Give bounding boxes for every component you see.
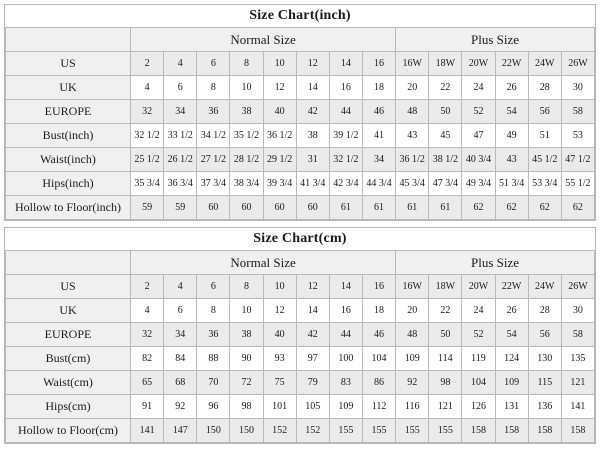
- size-chart-cm: [4, 227, 596, 444]
- table-cell: 109: [495, 371, 528, 395]
- table-cell: 20W: [462, 275, 495, 299]
- table-cell: 22W: [495, 275, 528, 299]
- table-cell: 24: [462, 299, 495, 323]
- table-cell: 42: [296, 323, 329, 347]
- table-cell: 52: [462, 323, 495, 347]
- table-cell: 98: [429, 371, 462, 395]
- row-label: Hips(cm): [6, 395, 131, 419]
- table-cell: 155: [396, 419, 429, 443]
- table-cell: 72: [230, 371, 263, 395]
- table-cell: 158: [561, 419, 594, 443]
- table-cell: 40: [263, 323, 296, 347]
- chart-title-inch: Size Chart(inch): [5, 5, 595, 27]
- table-cell: 38: [230, 323, 263, 347]
- table-cell: 109: [329, 395, 362, 419]
- table-cell: 32: [131, 100, 164, 124]
- table-cell: 60: [230, 196, 263, 220]
- table-cell: 60: [263, 196, 296, 220]
- table-cell: 26W: [561, 52, 594, 76]
- row-label: Waist(inch): [6, 148, 131, 172]
- table-cell: 97: [296, 347, 329, 371]
- row-label: Hollow to Floor(cm): [6, 419, 131, 443]
- row-label: EUROPE: [6, 100, 131, 124]
- table-cell: 35 3/4: [131, 172, 164, 196]
- table-cell: 18W: [429, 52, 462, 76]
- table-cell: 12: [263, 299, 296, 323]
- table-row: [6, 323, 595, 347]
- table-cell: 55 1/2: [561, 172, 594, 196]
- table-cell: 42 3/4: [329, 172, 362, 196]
- table-cell: 38 1/2: [429, 148, 462, 172]
- table-cell: 96: [197, 395, 230, 419]
- table-row: [6, 148, 595, 172]
- table-cell: 83: [329, 371, 362, 395]
- table-cell: 32 1/2: [131, 124, 164, 148]
- table-cell: 4: [131, 299, 164, 323]
- table-cell: 28: [528, 299, 561, 323]
- table-cell: 16: [329, 76, 362, 100]
- table-row: [6, 124, 595, 148]
- table-cell: 12: [296, 275, 329, 299]
- table-cell: 60: [197, 196, 230, 220]
- table-cell: 75: [263, 371, 296, 395]
- table-cell: 51: [528, 124, 561, 148]
- row-label: US: [6, 275, 131, 299]
- table-cell: 31: [296, 148, 329, 172]
- table-cell: 43: [396, 124, 429, 148]
- table-cell: 10: [230, 76, 263, 100]
- table-cell: 18: [362, 299, 395, 323]
- table-cell: 59: [131, 196, 164, 220]
- table-cell: 24W: [528, 275, 561, 299]
- group-header-row: [6, 251, 595, 275]
- table-cell: 30: [561, 299, 594, 323]
- table-cell: 45 3/4: [396, 172, 429, 196]
- size-table-inch: [5, 27, 595, 220]
- table-cell: 14: [296, 299, 329, 323]
- table-cell: 61: [362, 196, 395, 220]
- table-cell: 136: [528, 395, 561, 419]
- table-cell: 44: [329, 323, 362, 347]
- table-cell: 18W: [429, 275, 462, 299]
- table-cell: 18: [362, 76, 395, 100]
- table-cell: 62: [495, 196, 528, 220]
- table-cell: 104: [362, 347, 395, 371]
- table-cell: 62: [462, 196, 495, 220]
- size-table-cm: [5, 250, 595, 443]
- table-cell: 58: [561, 323, 594, 347]
- table-cell: 4: [164, 52, 197, 76]
- table-cell: 61: [429, 196, 462, 220]
- table-cell: 54: [495, 323, 528, 347]
- table-cell: 39 1/2: [329, 124, 362, 148]
- table-cell: 58: [561, 100, 594, 124]
- table-cell: 24W: [528, 52, 561, 76]
- table-cell: 50: [429, 100, 462, 124]
- table-cell: 105: [296, 395, 329, 419]
- table-cell: 42: [296, 100, 329, 124]
- table-cell: 30: [561, 76, 594, 100]
- table-cell: 70: [197, 371, 230, 395]
- table-cell: 91: [131, 395, 164, 419]
- table-cell: 59: [164, 196, 197, 220]
- table-cell: 50: [429, 323, 462, 347]
- table-cell: 25 1/2: [131, 148, 164, 172]
- table-cell: 20W: [462, 52, 495, 76]
- table-row: [6, 100, 595, 124]
- table-cell: 147: [164, 419, 197, 443]
- table-corner-cell: [6, 251, 131, 275]
- group-header-plus-size: Plus Size: [396, 251, 595, 275]
- table-row: [6, 275, 595, 299]
- table-cell: 130: [528, 347, 561, 371]
- table-cell: 8: [230, 275, 263, 299]
- table-row: [6, 419, 595, 443]
- table-cell: 8: [197, 299, 230, 323]
- table-cell: 155: [362, 419, 395, 443]
- table-cell: 98: [230, 395, 263, 419]
- table-cell: 34: [164, 100, 197, 124]
- table-cell: 47: [462, 124, 495, 148]
- table-cell: 158: [462, 419, 495, 443]
- table-cell: 20: [396, 299, 429, 323]
- table-cell: 16: [362, 275, 395, 299]
- table-cell: 152: [296, 419, 329, 443]
- size-table-cm-body: [6, 251, 595, 443]
- table-cell: 152: [263, 419, 296, 443]
- table-cell: 114: [429, 347, 462, 371]
- table-cell: 6: [197, 52, 230, 76]
- table-cell: 27 1/2: [197, 148, 230, 172]
- table-cell: 26: [495, 299, 528, 323]
- table-cell: 54: [495, 100, 528, 124]
- table-cell: 6: [197, 275, 230, 299]
- table-cell: 92: [396, 371, 429, 395]
- table-cell: 4: [164, 275, 197, 299]
- table-cell: 45 1/2: [528, 148, 561, 172]
- table-cell: 8: [230, 52, 263, 76]
- table-cell: 38 3/4: [230, 172, 263, 196]
- table-cell: 41: [362, 124, 395, 148]
- table-cell: 79: [296, 371, 329, 395]
- table-cell: 10: [263, 52, 296, 76]
- table-cell: 62: [528, 196, 561, 220]
- table-row: [6, 172, 595, 196]
- size-chart-inch: [4, 4, 596, 221]
- table-cell: 131: [495, 395, 528, 419]
- table-cell: 49: [495, 124, 528, 148]
- table-cell: 93: [263, 347, 296, 371]
- table-cell: 41 3/4: [296, 172, 329, 196]
- table-cell: 48: [396, 100, 429, 124]
- table-cell: 35 1/2: [230, 124, 263, 148]
- table-cell: 46: [362, 323, 395, 347]
- chart-title-cm: Size Chart(cm): [5, 228, 595, 250]
- table-cell: 33 1/2: [164, 124, 197, 148]
- row-label: Bust(inch): [6, 124, 131, 148]
- row-label: US: [6, 52, 131, 76]
- table-cell: 26: [495, 76, 528, 100]
- table-cell: 36 1/2: [263, 124, 296, 148]
- table-cell: 38: [230, 100, 263, 124]
- table-cell: 61: [396, 196, 429, 220]
- table-cell: 38: [296, 124, 329, 148]
- table-cell: 16W: [396, 52, 429, 76]
- table-cell: 141: [561, 395, 594, 419]
- table-cell: 155: [429, 419, 462, 443]
- table-cell: 16W: [396, 275, 429, 299]
- table-row: [6, 371, 595, 395]
- table-cell: 34 1/2: [197, 124, 230, 148]
- row-label: EUROPE: [6, 323, 131, 347]
- table-cell: 62: [561, 196, 594, 220]
- table-cell: 84: [164, 347, 197, 371]
- table-row: [6, 52, 595, 76]
- table-cell: 126: [462, 395, 495, 419]
- table-cell: 34: [362, 148, 395, 172]
- table-cell: 155: [329, 419, 362, 443]
- row-label: Bust(cm): [6, 347, 131, 371]
- table-cell: 53: [561, 124, 594, 148]
- table-cell: 150: [197, 419, 230, 443]
- size-table-inch-body: [6, 28, 595, 220]
- table-cell: 10: [263, 275, 296, 299]
- table-cell: 10: [230, 299, 263, 323]
- table-cell: 39 3/4: [263, 172, 296, 196]
- table-cell: 26 1/2: [164, 148, 197, 172]
- table-cell: 28: [528, 76, 561, 100]
- table-cell: 45: [429, 124, 462, 148]
- table-cell: 90: [230, 347, 263, 371]
- table-cell: 37 3/4: [197, 172, 230, 196]
- table-cell: 115: [528, 371, 561, 395]
- table-cell: 158: [495, 419, 528, 443]
- row-label: Hollow to Floor(inch): [6, 196, 131, 220]
- table-cell: 44 3/4: [362, 172, 395, 196]
- table-cell: 119: [462, 347, 495, 371]
- table-cell: 40 3/4: [462, 148, 495, 172]
- table-cell: 124: [495, 347, 528, 371]
- table-cell: 100: [329, 347, 362, 371]
- table-row: [6, 76, 595, 100]
- table-cell: 47 1/2: [561, 148, 594, 172]
- table-cell: 36: [197, 323, 230, 347]
- table-cell: 135: [561, 347, 594, 371]
- table-cell: 48: [396, 323, 429, 347]
- table-cell: 52: [462, 100, 495, 124]
- table-cell: 116: [396, 395, 429, 419]
- table-cell: 36: [197, 100, 230, 124]
- table-row: [6, 347, 595, 371]
- table-cell: 2: [131, 52, 164, 76]
- table-cell: 56: [528, 100, 561, 124]
- table-cell: 24: [462, 76, 495, 100]
- table-cell: 68: [164, 371, 197, 395]
- group-header-plus-size: Plus Size: [396, 28, 595, 52]
- row-label: Hips(inch): [6, 172, 131, 196]
- table-cell: 16: [329, 299, 362, 323]
- table-cell: 88: [197, 347, 230, 371]
- table-cell: 121: [561, 371, 594, 395]
- table-cell: 22: [429, 76, 462, 100]
- table-cell: 56: [528, 323, 561, 347]
- table-cell: 40: [263, 100, 296, 124]
- table-cell: 20: [396, 76, 429, 100]
- table-cell: 4: [131, 76, 164, 100]
- table-cell: 46: [362, 100, 395, 124]
- table-cell: 86: [362, 371, 395, 395]
- table-cell: 51 3/4: [495, 172, 528, 196]
- table-cell: 16: [362, 52, 395, 76]
- table-cell: 6: [164, 299, 197, 323]
- row-label: UK: [6, 76, 131, 100]
- table-cell: 141: [131, 419, 164, 443]
- table-cell: 26W: [561, 275, 594, 299]
- table-cell: 32 1/2: [329, 148, 362, 172]
- group-header-row: [6, 28, 595, 52]
- table-corner-cell: [6, 28, 131, 52]
- table-cell: 43: [495, 148, 528, 172]
- table-cell: 65: [131, 371, 164, 395]
- table-cell: 121: [429, 395, 462, 419]
- row-label: Waist(cm): [6, 371, 131, 395]
- table-cell: 101: [263, 395, 296, 419]
- table-cell: 34: [164, 323, 197, 347]
- table-cell: 29 1/2: [263, 148, 296, 172]
- table-cell: 28 1/2: [230, 148, 263, 172]
- table-cell: 36 3/4: [164, 172, 197, 196]
- table-cell: 150: [230, 419, 263, 443]
- table-cell: 14: [329, 275, 362, 299]
- table-cell: 6: [164, 76, 197, 100]
- table-cell: 14: [296, 76, 329, 100]
- table-cell: 109: [396, 347, 429, 371]
- table-row: [6, 395, 595, 419]
- table-cell: 61: [329, 196, 362, 220]
- table-cell: 36 1/2: [396, 148, 429, 172]
- table-row: [6, 196, 595, 220]
- table-cell: 8: [197, 76, 230, 100]
- table-cell: 92: [164, 395, 197, 419]
- table-row: [6, 299, 595, 323]
- group-header-normal-size: Normal Size: [131, 28, 396, 52]
- table-cell: 14: [329, 52, 362, 76]
- table-cell: 22: [429, 299, 462, 323]
- table-cell: 53 3/4: [528, 172, 561, 196]
- table-cell: 60: [296, 196, 329, 220]
- table-cell: 158: [528, 419, 561, 443]
- table-cell: 104: [462, 371, 495, 395]
- row-label: UK: [6, 299, 131, 323]
- table-cell: 112: [362, 395, 395, 419]
- table-cell: 82: [131, 347, 164, 371]
- table-cell: 12: [296, 52, 329, 76]
- group-header-normal-size: Normal Size: [131, 251, 396, 275]
- table-cell: 49 3/4: [462, 172, 495, 196]
- table-cell: 2: [131, 275, 164, 299]
- table-cell: 47 3/4: [429, 172, 462, 196]
- table-cell: 44: [329, 100, 362, 124]
- table-cell: 32: [131, 323, 164, 347]
- table-cell: 12: [263, 76, 296, 100]
- table-cell: 22W: [495, 52, 528, 76]
